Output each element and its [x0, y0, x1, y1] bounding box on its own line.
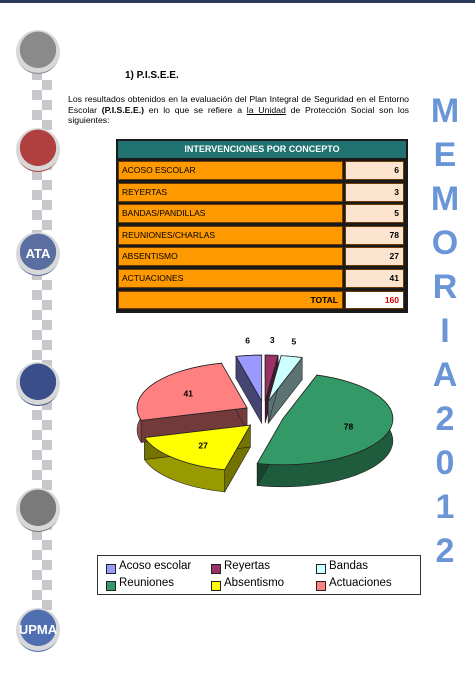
chart-legend [97, 555, 421, 595]
pie-data-label: 3 [269, 335, 275, 346]
memoria-letter: 0 [435, 444, 455, 482]
pie-data-label: 6 [245, 335, 250, 346]
pie-data-label: 41 [183, 388, 193, 399]
table-row-value: 41 [345, 269, 404, 288]
legend-swatch [106, 581, 116, 591]
shield-crest-emblem [16, 30, 60, 74]
ata-emblem [16, 232, 60, 276]
total-label: TOTAL [118, 291, 343, 309]
section-title: 1) P.I.S.E.E. [125, 70, 179, 81]
union-police-emblem [16, 488, 60, 532]
memoria-letter: 1 [435, 488, 455, 526]
legend-label: Acoso escolar [119, 560, 192, 572]
ugt-emblem-label [16, 362, 60, 406]
memoria-letter: O [431, 224, 459, 262]
legend-swatch [106, 564, 116, 574]
intro-acronym: (P.I.S.E.E.) [101, 104, 145, 115]
interventions-table [116, 139, 408, 313]
total-value: 160 [345, 291, 404, 309]
upma-emblem [16, 608, 60, 652]
legend-label: Reyertas [224, 560, 271, 572]
table-row-label: ACOSO ESCOLAR [118, 161, 343, 180]
pie-data-label: 78 [343, 421, 354, 432]
pie-data-label: 5 [291, 336, 297, 347]
legend-label: Bandas [329, 560, 369, 572]
intro-text-1: Los resultados obtenidos en la evaluación del Plan Integral de Seguridad en el Entorno Escolar [68, 94, 409, 115]
upma-emblem-label: UPMA [18, 622, 58, 637]
top-border-line [0, 0, 475, 3]
pie-data-label: 27 [198, 440, 208, 451]
union-police-emblem-label [16, 488, 60, 532]
policia-madrid-emblem-label [16, 128, 60, 172]
ugt-emblem [16, 362, 60, 406]
intro-paragraph [68, 94, 409, 126]
memoria-letter: R [432, 268, 458, 306]
legend-swatch [211, 564, 221, 574]
legend-swatch [316, 581, 326, 591]
table-row-label: BANDAS/PANDILLAS [118, 204, 343, 223]
table-row-label: ACTUACIONES [118, 269, 343, 288]
intro-text-3: de Protección Social son los siguientes: [68, 104, 410, 125]
memoria-letter: M [430, 180, 460, 218]
table-row-value: 6 [345, 161, 404, 180]
memoria-letter: A [432, 356, 458, 394]
memoria-letter: I [440, 312, 450, 350]
memoria-letter: 2 [435, 400, 455, 438]
table-row-label: ABSENTISMO [118, 247, 343, 266]
legend-label: Reuniones [119, 577, 174, 589]
table-header: INTERVENCIONES POR CONCEPTO [118, 141, 406, 158]
memoria-letter: E [433, 136, 457, 174]
legend-label: Absentismo [224, 577, 285, 589]
table-row-label: REUNIONES/CHARLAS [118, 226, 343, 245]
policia-madrid-emblem [16, 128, 60, 172]
intro-text-2: en lo que se refiere a [148, 104, 243, 115]
table-row-value: 5 [345, 204, 404, 223]
ata-emblem-label: ATA [25, 246, 51, 261]
memoria-letter: M [430, 92, 460, 130]
legend-label: Actuaciones [329, 577, 392, 589]
legend-swatch [316, 564, 326, 574]
memoria-letter: 2 [435, 532, 455, 570]
table-row-value: 27 [345, 247, 404, 266]
intervention-pie-chart [104, 335, 424, 495]
table-row-value: 78 [345, 226, 404, 245]
shield-crest-emblem-label [16, 30, 60, 74]
table-row-label: REYERTAS [118, 183, 343, 202]
legend-swatch [211, 581, 221, 591]
table-row-value: 3 [345, 183, 404, 202]
intro-underlined: la Unidad [246, 104, 286, 115]
